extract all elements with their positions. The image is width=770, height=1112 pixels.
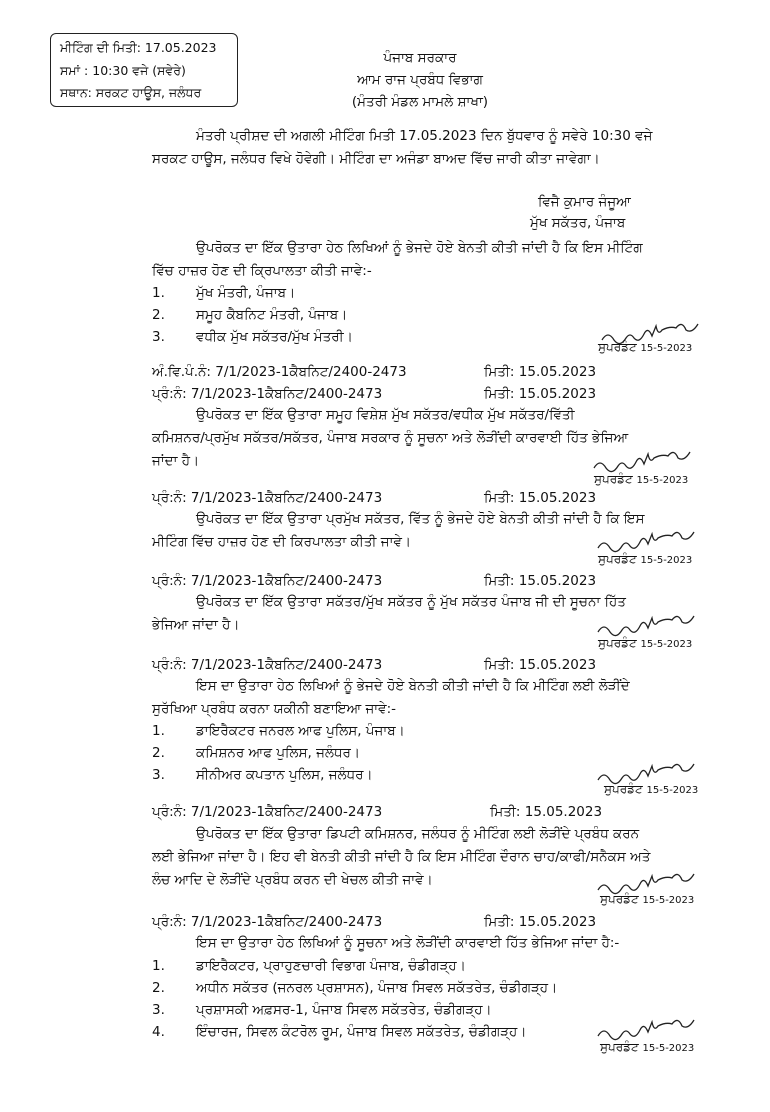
header-govt: ਪੰਜਾਬ ਸਰਕਾਰ xyxy=(383,50,457,66)
endorsement-line: ਇਸ ਦਾ ਉਤਾਰਾ ਹੇਠ ਲਿਖਿਆਂ ਨੂੰ ਭੇਜਦੇ ਹੋਏ ਬੇਨਤੀ ਕੀਤੀ ਜਾਂਦੀ ਹੈ ਕਿ ਮੀਟਿੰਗ ਲਈ ਲੋੜੀਂਦੇ xyxy=(196,678,630,694)
stamp-title: ਸੁਪਰਡੰਟ xyxy=(600,1040,639,1054)
endorsement-date: ਮਿਤੀ: 15.05.2023 xyxy=(484,490,597,506)
handwritten-signature xyxy=(594,614,724,660)
signatory-title: ਮੁੱਖ ਸਕੱਤਰ, ਪੰਜਾਬ xyxy=(530,215,626,231)
handwritten-signature xyxy=(594,530,724,576)
intro-line-1: ਮੰਤਰੀ ਪ੍ਰੀਸ਼ਦ ਦੀ ਅਗਲੀ ਮੀਟਿੰਗ ਮਿਤੀ 17.05.2023 ਦਿਨ ਬੁੱਧਵਾਰ ਨੂੰ ਸਵੇਰੇ 10:30 ਵਜੇ xyxy=(196,128,653,144)
endorsement-item-text: ਕਮਿਸ਼ਨਰ ਆਫ ਪੁਲਿਸ, ਜਲੰਧਰ। xyxy=(196,745,360,761)
copy1-item-text: ਵਧੀਕ ਮੁੱਖ ਸਕੱਤਰ/ਮੁੱਖ ਮੰਤਰੀ। xyxy=(196,329,353,345)
endorsement-line: ਉਪਰੋਕਤ ਦਾ ਇੱਕ ਉਤਾਰਾ ਪ੍ਰਮੁੱਖ ਸਕੱਤਰ, ਵਿੱਤ ਨੂੰ ਭੇਜਦੇ ਹੋਏ ਬੇਨਤੀ ਕੀਤੀ ਜਾਂਦੀ ਹੈ ਕਿ ਇਸ xyxy=(196,511,645,527)
endorsement-line: ਉਪਰੋਕਤ ਦਾ ਇੱਕ ਉਤਾਰਾ ਸਮੂਹ ਵਿਸ਼ੇਸ਼ ਮੁੱਖ ਸਕੱਤਰ/ਵਧੀਕ ਮੁੱਖ ਸਕੱਤਰ/ਵਿੱਤੀ xyxy=(196,407,575,423)
endorsement-line: ਸੁਰੱਖਿਆ ਪ੍ਰਬੰਧ ਕਰਨਾ ਯਕੀਨੀ ਬਣਾਇਆ ਜਾਵੇ:- xyxy=(152,701,397,717)
endorsement-item-num: 3. xyxy=(152,1002,165,1018)
copy1-item-num: 3. xyxy=(152,329,165,345)
meeting-time: ਸਮਾਂ : 10:30 ਵਜੇ (ਸਵੇਰੇ) xyxy=(60,63,186,78)
stamp-title: ਸੁਪਰਡੰਟ xyxy=(600,892,639,906)
stamp-title: ਸੁਪਰਡੰਟ xyxy=(604,782,643,796)
copy1-line-1: ਉਪਰੋਕਤ ਦਾ ਇੱਕ ਉਤਾਰਾ ਹੇਠ ਲਿਖਿਆਂ ਨੂੰ ਭੇਜਦੇ ਹੋਏ ਬੇਨਤੀ ਕੀਤੀ ਜਾਂਦੀ ਹੈ ਕਿ ਇਸ ਮੀਟਿੰਗ xyxy=(196,240,643,256)
intro-line-2: ਸਰਕਟ ਹਾਊਸ, ਜਲੰਧਰ ਵਿਖੇ ਹੋਵੇਗੀ। ਮੀਟਿੰਗ ਦਾ ਅਜੰਡਾ ਬਾਅਦ ਵਿੱਚ ਜਾਰੀ ਕੀਤਾ ਜਾਵੇਗਾ। xyxy=(152,151,600,167)
endorsement-line: ਕਮਿਸ਼ਨਰ/ਪ੍ਰਮੁੱਖ ਸਕੱਤਰ/ਸਕੱਤਰ, ਪੰਜਾਬ ਸਰਕਾਰ ਨੂੰ ਸੂਚਨਾ ਅਤੇ ਲੋੜੀਂਦੀ ਕਾਰਵਾਈ ਹਿੱਤ ਭੇਜਿਆ xyxy=(152,430,629,446)
endorsement-item-num: 2. xyxy=(152,745,165,761)
endorsement-line: ਲੰਚ ਆਦਿ ਦੇ ਲੋੜੀਂਦੇ ਪ੍ਰਬੰਧ ਕਰਨ ਦੀ ਖੇਚਲ ਕੀਤੀ ਜਾਵੇ। xyxy=(152,872,433,888)
endorsement-date: ਮਿਤੀ: 15.05.2023 xyxy=(484,386,597,402)
copy1-item-num: 2. xyxy=(152,307,165,323)
endorsement-ref: ਪ੍ਰੰ:ਨੰ: 7/1/2023-1ਕੈਬਨਿਟ/2400-2473 xyxy=(152,914,383,930)
header-branch: (ਮੰਤਰੀ ਮੰਡਲ ਮਾਮਲੇ ਸ਼ਾਖਾ) xyxy=(351,94,489,110)
endorsement-item-text: ਅਧੀਨ ਸਕੱਤਰ (ਜਨਰਲ ਪ੍ਰਸ਼ਾਸਨ), ਪੰਜਾਬ ਸਿਵਲ ਸਕੱਤਰੇਤ, ਚੰਡੀਗੜ੍ਹ। xyxy=(196,980,558,996)
endorsement-line: ਮੀਟਿੰਗ ਵਿੱਚ ਹਾਜ਼ਰ ਹੋਣ ਦੀ ਕਿਰਪਾਲਤਾ ਕੀਤੀ ਜਾਵੇ। xyxy=(152,534,411,550)
endorsement-ref: ਪ੍ਰੰ:ਨੰ: 7/1/2023-1ਕੈਬਨਿਟ/2400-2473 xyxy=(152,657,383,673)
stamp-date: 15-5-2023 xyxy=(642,895,695,906)
stamp-date: 15-5-2023 xyxy=(636,475,689,486)
endorsement-line: ਉਪਰੋਕਤ ਦਾ ਇੱਕ ਉਤਾਰਾ ਸਕੱਤਰ/ਮੁੱਖ ਸਕੱਤਰ ਨੂੰ ਮੁੱਖ ਸਕੱਤਰ ਪੰਜਾਬ ਜੀ ਦੀ ਸੂਚਨਾ ਹਿੱਤ xyxy=(196,594,626,610)
stamp-date: 15-5-2023 xyxy=(640,555,693,566)
stamp-title: ਸੁਪਰਡੰਟ xyxy=(598,552,637,566)
endorsement-line: ਲਈ ਭੇਜਿਆ ਜਾਂਦਾ ਹੈ। ਇਹ ਵੀ ਬੇਨਤੀ ਕੀਤੀ ਜਾਂਦੀ ਹੈ ਕਿ ਇਸ ਮੀਟਿੰਗ ਦੌਰਾਨ ਚਾਹ/ਕਾਫੀ/ਸਨੈਕਸ ਅਤੇ xyxy=(152,849,651,865)
endorsement-item-text: ਇੰਚਾਰਜ, ਸਿਵਲ ਕੰਟਰੋਲ ਰੂਮ, ਪੰਜਾਬ ਸਿਵਲ ਸਕੱਤਰੇਤ, ਚੰਡੀਗੜ੍ਹ। xyxy=(196,1024,527,1040)
endorsement-item-num: 1. xyxy=(152,723,165,739)
endorsement-line: ਇਸ ਦਾ ਉਤਾਰਾ ਹੇਠ ਲਿਖਿਆਂ ਨੂੰ ਸੂਚਨਾ ਅਤੇ ਲੋੜੀਂਦੀ ਕਾਰਵਾਈ ਹਿੱਤ ਭੇਜਿਆ ਜਾਂਦਾ ਹੈ:- xyxy=(196,935,620,951)
stamp-title: ਸੁਪਰਡੰਟ xyxy=(594,472,633,486)
endorsement-item-text: ਡਾਇਰੈਕਟਰ, ਪ੍ਰਾਹੁਣਚਾਰੀ ਵਿਭਾਗ ਪੰਜਾਬ, ਚੰਡੀਗੜ੍ਹ। xyxy=(196,958,466,974)
endorsement-item-num: 4. xyxy=(152,1024,165,1040)
handwritten-signature xyxy=(598,318,728,364)
endorsement-date: ਮਿਤੀ: 15.05.2023 xyxy=(484,364,597,380)
stamp-date: 15-5-2023 xyxy=(640,639,693,650)
stamp-title: ਸੁਪਰਡੰਟ xyxy=(598,636,637,650)
copy1-line-2: ਵਿੱਚ ਹਾਜ਼ਰ ਹੋਣ ਦੀ ਕ੍ਰਿਪਾਲਤਾ ਕੀਤੀ ਜਾਵੇ:- xyxy=(152,263,372,279)
endorsement-ref: ਪ੍ਰੰ:ਨੰ: 7/1/2023-1ਕੈਬਨਿਟ/2400-2473 xyxy=(152,804,383,820)
copy1-item-text: ਸਮੂਹ ਕੈਬਨਿਟ ਮੰਤਰੀ, ਪੰਜਾਬ। xyxy=(196,307,348,323)
handwritten-signature xyxy=(594,762,724,808)
endorsement-ref: ਅੰ.ਵਿ.ਪੰ.ਨੰ: 7/1/2023-1ਕੈਬਨਿਟ/2400-2473 xyxy=(152,364,407,380)
endorsement-item-text: ਸੀਨੀਅਰ ਕਪਤਾਨ ਪੁਲਿਸ, ਜਲੰਧਰ। xyxy=(196,767,373,783)
header-dept: ਆਮ ਰਾਜ ਪ੍ਰਬੰਧ ਵਿਭਾਗ xyxy=(357,72,483,88)
copy1-item-num: 1. xyxy=(152,285,165,301)
endorsement-date: ਮਿਤੀ: 15.05.2023 xyxy=(484,914,597,930)
stamp-title: ਸੁਪਰਡੰਟ xyxy=(598,340,637,354)
handwritten-signature xyxy=(594,1018,724,1064)
signatory-name: ਵਿਜੈ ਕੁਮਾਰ ਜੰਜੂਆ xyxy=(538,194,631,210)
handwritten-signature xyxy=(594,872,724,918)
endorsement-item-num: 2. xyxy=(152,980,165,996)
endorsement-date: ਮਿਤੀ: 15.05.2023 xyxy=(484,573,597,589)
meeting-details-box xyxy=(50,33,238,107)
endorsement-line: ਭੇਜਿਆ ਜਾਂਦਾ ਹੈ। xyxy=(152,617,240,633)
endorsement-date: ਮਿਤੀ: 15.05.2023 xyxy=(490,804,603,820)
stamp-date: 15-5-2023 xyxy=(646,785,699,796)
endorsement-ref: ਪ੍ਰੰ:ਨੰ: 7/1/2023-1ਕੈਬਨਿਟ/2400-2473 xyxy=(152,490,383,506)
stamp-date: 15-5-2023 xyxy=(642,1043,695,1054)
copy1-item-text: ਮੁੱਖ ਮੰਤਰੀ, ਪੰਜਾਬ। xyxy=(196,285,296,301)
endorsement-line: ਉਪਰੋਕਤ ਦਾ ਇੱਕ ਉਤਾਰਾ ਡਿਪਟੀ ਕਮਿਸ਼ਨਰ, ਜਲੰਧਰ ਨੂੰ ਮੀਟਿੰਗ ਲਈ ਲੋੜੀਂਦੇ ਪ੍ਰਬੰਧ ਕਰਨ xyxy=(196,826,640,842)
endorsement-date: ਮਿਤੀ: 15.05.2023 xyxy=(484,657,597,673)
meeting-date: ਮੀਟਿੰਗ ਦੀ ਮਿਤੀ: 17.05.2023 xyxy=(60,40,217,55)
endorsement-line: ਜਾਂਦਾ ਹੈ। xyxy=(152,453,200,469)
endorsement-item-text: ਪ੍ਰਸ਼ਾਸਕੀ ਅਫ਼ਸਰ-1, ਪੰਜਾਬ ਸਿਵਲ ਸਕੱਤਰੇਤ, ਚੰਡੀਗੜ੍ਹ। xyxy=(196,1002,492,1018)
endorsement-item-text: ਡਾਇਰੈਕਟਰ ਜਨਰਲ ਆਫ ਪੁਲਿਸ, ਪੰਜਾਬ। xyxy=(196,723,405,739)
stamp-date: 15-5-2023 xyxy=(640,343,693,354)
endorsement-ref: ਪ੍ਰੰ:ਨੰ: 7/1/2023-1ਕੈਬਨਿਟ/2400-2473 xyxy=(152,386,383,402)
meeting-place: ਸਥਾਨ: ਸਰਕਟ ਹਾਊਸ, ਜਲੰਧਰ xyxy=(60,85,202,100)
handwritten-signature xyxy=(590,450,720,496)
endorsement-ref: ਪ੍ਰੰ:ਨੰ: 7/1/2023-1ਕੈਬਨਿਟ/2400-2473 xyxy=(152,573,383,589)
endorsement-item-num: 3. xyxy=(152,767,165,783)
endorsement-item-num: 1. xyxy=(152,958,165,974)
